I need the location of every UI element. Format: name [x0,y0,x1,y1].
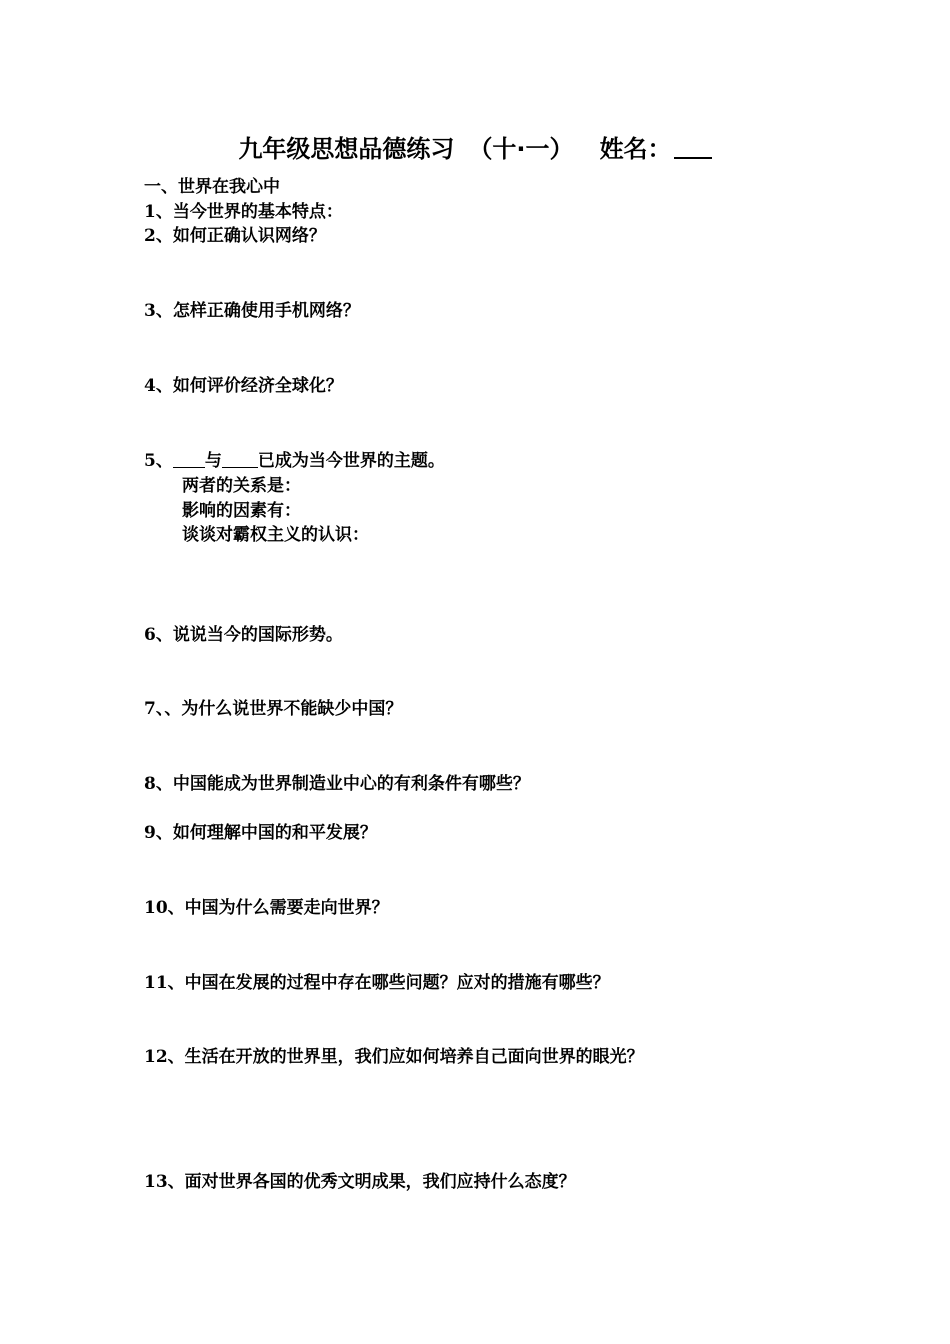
question-5-sub-relationship: 两者的关系是： [182,476,301,496]
question-8: 8、中国能成为世界制造业中心的有利条件有哪些？ [144,774,530,794]
question-5-prefix: 5、 [144,451,173,471]
question-4: 4、如何评价经济全球化？ [144,376,343,396]
question-7: 7、、为什么说世界不能缺少中国？ [144,699,403,719]
name-blank[interactable] [674,135,712,159]
question-5-mid: 与 [204,451,222,471]
question-10: 10、中国为什么需要走向世界？ [144,898,389,918]
question-13: 13、面对世界各国的优秀文明成果，我们应持什么态度？ [144,1172,576,1192]
name-label: 姓名： [599,135,672,163]
question-2: 2、如何正确认识网络？ [144,226,326,246]
question-5 [144,449,445,473]
question-5-sub-hegemony: 谈谈对霸权主义的认识： [182,525,369,545]
fill-blank-1[interactable] [173,451,205,468]
question-9: 9、如何理解中国的和平发展？ [144,823,377,843]
title-volume: （十·一） [468,135,574,163]
section-heading: 一、世界在我心中 [144,177,280,197]
question-3: 3、怎样正确使用手机网络？ [144,301,360,321]
title-main: 九年级思想品德练习 [238,135,455,163]
question-12: 12、生活在开放的世界里，我们应如何培养自己面向世界的眼光？ [144,1047,644,1067]
fill-blank-2[interactable] [222,451,258,468]
worksheet-title [0,132,950,166]
question-1: 1、当今世界的基本特点： [144,202,343,222]
question-6: 6、说说当今的国际形势。 [144,625,343,645]
question-11: 11、中国在发展的过程中存在哪些问题？应对的措施有哪些？ [144,973,610,993]
question-5-sub-factors: 影响的因素有： [182,501,301,521]
question-5-suffix: 已成为当今世界的主题。 [257,451,445,471]
